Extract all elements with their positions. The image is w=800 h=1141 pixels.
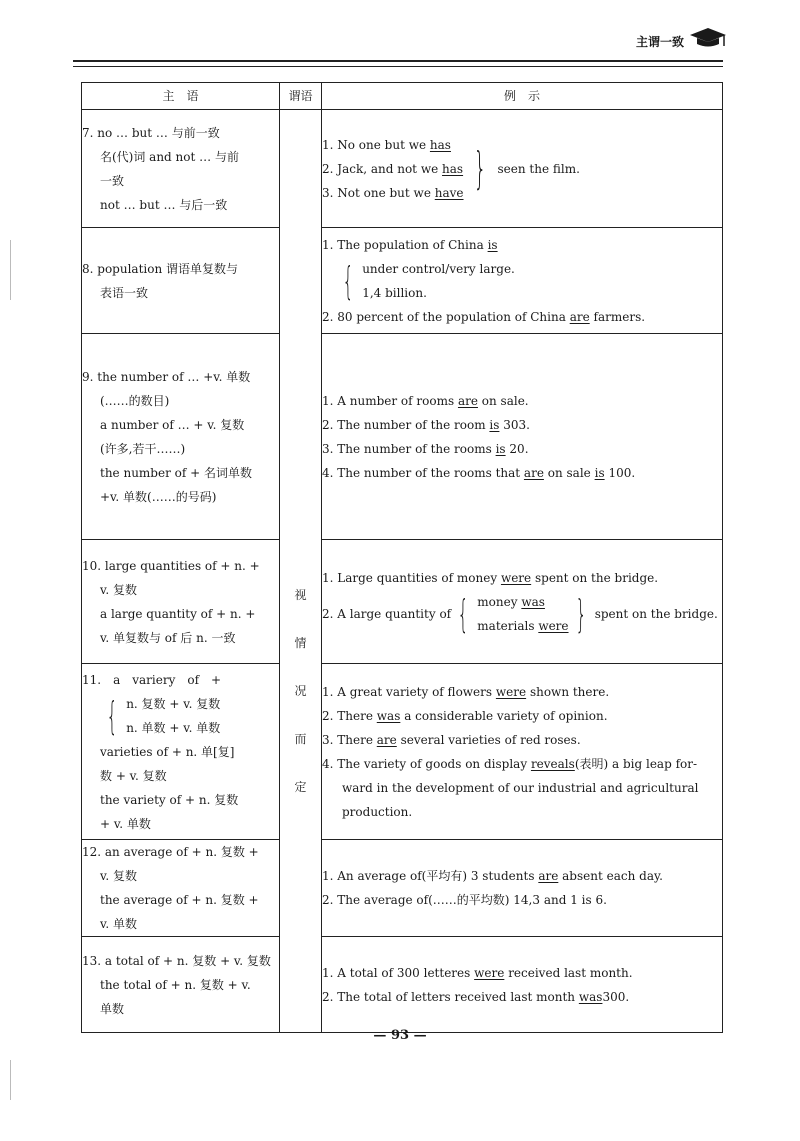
- graduation-cap-icon: [688, 26, 728, 48]
- right-brace: }: [473, 142, 486, 194]
- table-row: [82, 540, 723, 664]
- example-cell: 1. The population of China is { under control/very large. 1,4 billion. 2. 80 percent of the population of China are farmers.: [322, 228, 723, 334]
- column-header-subject: 主 语: [82, 83, 280, 110]
- subject-cell: 7. no … but … 与前一致 名(代)词 and not … 与前 一致 not … but … 与后一致: [82, 110, 280, 228]
- example-cell: 1. Large quantities of money were spent on the bridge. 2. A large quantity of { money was materials were } spent on the bridge.: [322, 540, 723, 664]
- subject-cell: 8. population 谓语单复数与 表语一致: [82, 228, 280, 334]
- table-row: [82, 334, 723, 540]
- left-brace: {: [106, 693, 118, 738]
- subject-cell: 10. large quantities of + n. + v. 复数 a large quantity of + n. + v. 单复数与 of 后 n. 一致: [82, 540, 280, 664]
- subject-cell: 9. the number of … +v. 单数 (……的数目) a number of … + v. 复数 (许多,若干……) the number of + 名词单数 +v. 单数(……的号码): [82, 334, 280, 540]
- page-number: — 93 —: [373, 1028, 427, 1043]
- header-rule-thin: [73, 66, 723, 67]
- table-header-row: [82, 83, 723, 110]
- left-brace: {: [457, 591, 469, 636]
- right-brace: }: [575, 591, 587, 636]
- agreement-table: [81, 82, 723, 1033]
- example-cell: 1. No one but we has 2. Jack, and not we has 3. Not one but we have } seen the film.: [322, 110, 723, 228]
- column-header-predicate: 谓语: [280, 83, 322, 110]
- subject-cell: 11. a variery of + { n. 复数 + v. 复数 n. 单数 + v. 单数 varieties of + n. 单[复] 数 + v. 复数 the variety of + n. 复数 + v. 单数: [82, 664, 280, 840]
- table-row: [82, 228, 723, 334]
- predicate-cell: 视 情 况 而 定: [280, 110, 322, 1033]
- subject-cell: 12. an average of + n. 复数 + v. 复数 the average of + n. 复数 + v. 单数: [82, 840, 280, 937]
- table-row: [82, 937, 723, 1033]
- example-cell: 1. An average of(平均有) 3 students are absent each day. 2. The average of(……的平均数) 14,3 and 1 is 6.: [322, 840, 723, 937]
- example-cell: 1. A great variety of flowers were shown there. 2. There was a considerable variety of opinion. 3. There are several varieties of red roses. 4. The variety of goods on display reveals(表明) a big leap for- ward in the development of our industrial and agricultural production.: [322, 664, 723, 840]
- table-row: [82, 110, 723, 228]
- table-row: [82, 664, 723, 840]
- scan-edge-mark: [10, 1060, 11, 1100]
- table-row: [82, 840, 723, 937]
- subject-cell: 13. a total of + n. 复数 + v. 复数 the total of + n. 复数 + v. 单数: [82, 937, 280, 1033]
- chapter-title: 主谓一致: [636, 35, 685, 49]
- header-rule: [73, 60, 723, 62]
- scan-edge-mark: [10, 240, 11, 300]
- example-cell: 1. A total of 300 letteres were received last month. 2. The total of letters received last month was300.: [322, 937, 723, 1033]
- left-brace: {: [342, 258, 354, 303]
- column-header-examples: 例 示: [322, 83, 723, 110]
- example-cell: 1. A number of rooms are on sale. 2. The number of the room is 303. 3. The number of the rooms is 20. 4. The number of the rooms that are on sale is 100.: [322, 334, 723, 540]
